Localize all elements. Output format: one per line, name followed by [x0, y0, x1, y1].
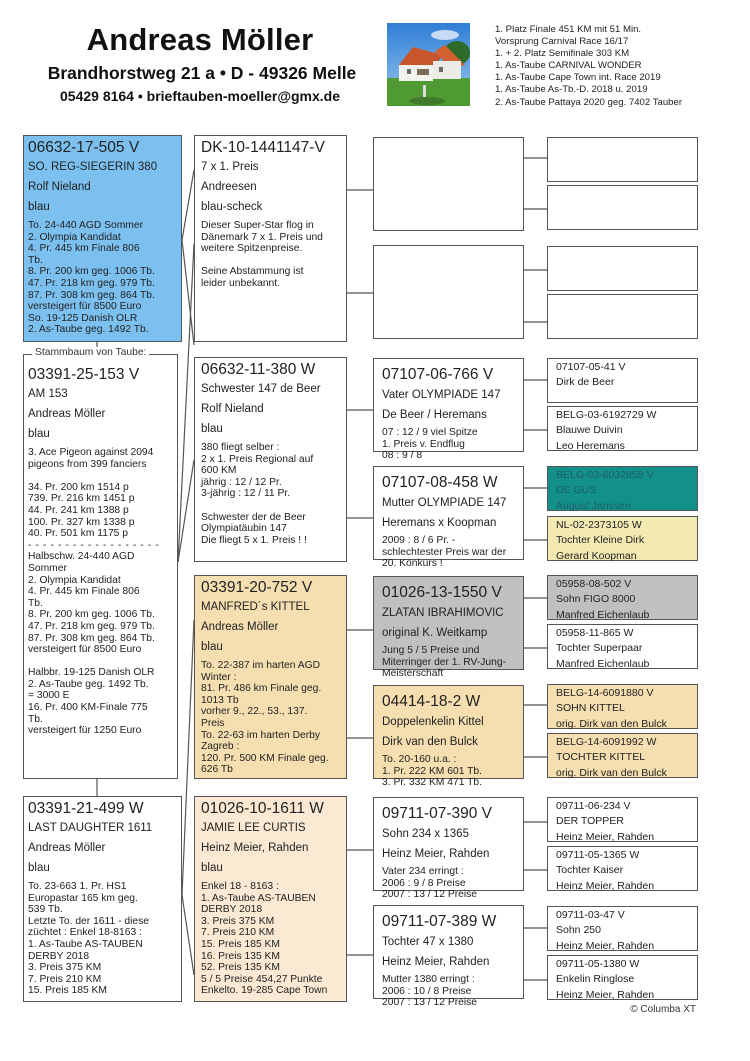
- ring-number: 03391-25-153 V: [28, 366, 140, 383]
- breeder: original K. Weitkamp: [382, 627, 488, 639]
- breeder: Andreas Möller: [28, 408, 106, 420]
- ring-number: BELG-03-6032858 V: [556, 469, 654, 481]
- gen4-card[interactable]: [547, 955, 698, 1000]
- breeder: Heinz Meier, Rahden: [556, 940, 655, 952]
- ring-number: 09711-06-234 V: [556, 800, 631, 812]
- pigeon-name: Sohn FIGO 8000: [556, 593, 636, 605]
- gen4-card[interactable]: [547, 358, 698, 403]
- pigeon-name: Vater OLYMPIADE 147: [382, 389, 501, 401]
- ring-number: 01026-10-1611 W: [201, 800, 324, 817]
- sibling-card-bottom[interactable]: [23, 796, 182, 1002]
- gen3-card-empty[interactable]: [373, 137, 524, 231]
- gen2-card[interactable]: [194, 575, 347, 779]
- performance-notes: Jung 5 / 5 Preise und Miterringer der 1. RV-Jung- Meisterschaft: [382, 645, 506, 680]
- gen3-card-empty[interactable]: [373, 245, 524, 339]
- gen4-card-empty[interactable]: [547, 137, 698, 182]
- pigeon-name: Tochter 47 x 1380: [382, 936, 474, 948]
- gen4-card-empty[interactable]: [547, 246, 698, 291]
- pigeon-name: Dirk de Beer: [556, 376, 615, 388]
- ring-number: BELG-14-6091992 W: [556, 736, 657, 748]
- gen4-card-empty[interactable]: [547, 185, 698, 230]
- pigeon-name: SOHN KITTEL: [556, 702, 625, 714]
- connector-line: [178, 460, 194, 562]
- ring-number: 07107-06-766 V: [382, 366, 494, 383]
- gen2-card[interactable]: [194, 796, 347, 1002]
- ring-number: 05958-08-502 V: [556, 578, 632, 590]
- breeder: Andreas Möller: [28, 842, 106, 854]
- ring-number: 03391-21-499 W: [28, 800, 144, 817]
- feather-color: blau: [28, 862, 50, 874]
- breeder: Gerard Koopman: [556, 550, 637, 562]
- achievement-item: 1. As-Taube Cape Town int. Race 2019: [495, 72, 661, 84]
- gen3-card[interactable]: [373, 685, 524, 789]
- gen3-card[interactable]: [373, 905, 524, 1009]
- performance-notes: Vater 234 erringt : 2006 : 9 / 8 Preise 2007 : 13 / 12 Preise: [382, 866, 478, 901]
- achievement-item: 2. As-Taube Pattaya 2020 geg. 7402 Tauber: [495, 96, 683, 108]
- ring-number: 09711-07-389 W: [382, 913, 497, 930]
- pigeon-name: Mutter OLYMPIADE 147: [382, 497, 507, 509]
- feather-color: blau: [201, 641, 223, 653]
- copyright-notice: © Columba XT: [630, 1004, 696, 1015]
- performance-notes: To. 23-663 1. Pr. HS1 Europastar 165 km geg. 539 Tb. Letzte To. der 1611 - diese züchtet : Enkel 18-8163 : 1. As-Taube AS-TAUBEN DERBY 2018 3. Preis 375 KM 7. Preis 210 KM 15. Preis 185 KM: [28, 881, 149, 997]
- performance-notes: Dieser Super-Star flog in Dänemark 7 x 1. Preis und weitere Spitzenpreise. Seine Abstammung ist leider unbekannt.: [201, 220, 323, 289]
- ring-number: 06632-11-380 W: [201, 361, 316, 378]
- feather-color: blau: [201, 862, 223, 874]
- breeder: Rolf Nieland: [201, 403, 264, 415]
- breeder: Heinz Meier, Rahden: [556, 989, 655, 1001]
- ring-number: BELG-03-6192729 W: [556, 409, 657, 421]
- feather-color: blau: [28, 201, 50, 213]
- gen4-card[interactable]: [547, 733, 698, 778]
- pedigree-label: Stammbaum von Taube:: [32, 347, 149, 358]
- breeder: orig. Dirk van den Bulck: [556, 718, 667, 730]
- connector-line: [182, 170, 194, 240]
- ring-number: 07107-08-458 W: [382, 474, 498, 491]
- performance-notes: To. 22-387 im harten AGD Winter : 81. Pr. 486 km Finale geg. 1013 Tb vorher 9., 22., 53., 137. Preis To. 22-63 im harten Derby Zagreb : 120. Pr. 500 KM Finale geg. 626 Tb: [201, 660, 329, 776]
- ring-number: DK-10-1441147-V: [201, 139, 325, 156]
- performance-notes: To. 24-440 AGD Sommer 2. Olympia Kandidat 4. Pr. 445 km Finale 806 Tb. 8. Pr. 200 km geg. 1006 Tb. 47. Pr. 218 km geg. 979 Tb. 87. Pr. 308 km geg. 864 Tb. versteigert für 8500 Euro So. 19-125 Danish OLR 2. As-Taube geg. 1492 Tb.: [28, 220, 155, 336]
- ring-number: NL-02-2373105 W: [556, 519, 642, 531]
- feather-color: blau: [201, 423, 223, 435]
- ring-number: 09711-03-47 V: [556, 909, 625, 921]
- gen4-card[interactable]: [547, 906, 698, 951]
- gen4-card[interactable]: [547, 624, 698, 669]
- achievement-item: 1. + 2. Platz Semifinale 303 KM: [495, 48, 630, 60]
- ring-number: 09711-07-390 V: [382, 805, 493, 822]
- breeder: Andreesen: [201, 181, 257, 193]
- pigeon-name: Schwester 147 de Beer: [201, 383, 321, 395]
- performance-notes: To. 20-160 u.a. : 1. Pr. 222 KM 601 Tb. 3. Pr. 332 KM 471 Tb.: [382, 754, 482, 789]
- ring-number: 03391-20-752 V: [201, 579, 313, 596]
- breeder-name: Andreas Möller: [86, 22, 314, 57]
- gen3-card[interactable]: [373, 797, 524, 901]
- breeder: orig. Dirk van den Bulck: [556, 767, 667, 779]
- gen4-card[interactable]: [547, 575, 698, 620]
- house-photo-icon: [387, 23, 470, 106]
- pigeon-name: LAST DAUGHTER 1611: [28, 822, 153, 834]
- subject-card[interactable]: [23, 354, 178, 779]
- pigeon-name: DE GUS: [556, 484, 597, 496]
- ring-number: 01026-13-1550 V: [382, 584, 502, 601]
- gen2-card[interactable]: [194, 357, 347, 562]
- breeder: Andreas Möller: [201, 621, 279, 633]
- pigeon-name: Tochter Kaiser: [556, 864, 624, 876]
- breeder: De Beer / Heremans: [382, 409, 487, 421]
- achievement-item: 1. Platz Finale 451 KM mit 51 Min.: [495, 24, 642, 35]
- ring-number: 07107-05-41 V: [556, 361, 626, 373]
- ring-number: BELG-14-6091880 V: [556, 687, 654, 699]
- achievement-item: Vorsprung Carnival Race 16/17: [495, 36, 629, 48]
- pigeon-name: SO. REG-SIEGERIN 380: [28, 161, 158, 173]
- pigeon-name: DER TOPPER: [556, 815, 624, 827]
- gen4-card[interactable]: [547, 466, 698, 511]
- gen2-card[interactable]: [194, 135, 347, 342]
- breeder-contact: 05429 8164 • brieftauben-moeller@gmx.de: [60, 88, 340, 104]
- pigeon-name: Sohn 234 x 1365: [382, 828, 469, 840]
- connector-line: [182, 240, 194, 345]
- gen4-card-empty[interactable]: [547, 294, 698, 339]
- ring-number: 05958-11-865 W: [556, 627, 634, 639]
- pigeon-name: AM 153: [28, 388, 68, 400]
- connector-line: [182, 620, 194, 895]
- performance-notes: Mutter 1380 erringt : 2006 : 10 / 8 Preise 2007 : 13 / 12 Preise: [382, 974, 478, 1009]
- feather-color: blau-scheck: [201, 201, 263, 213]
- pigeon-name: TOCHTER KITTEL: [556, 751, 646, 763]
- performance-notes: 2009 : 8 / 6 Pr. - schlechtester Preis war der 20. Konkurs !: [382, 535, 507, 570]
- gen3-card[interactable]: [373, 466, 524, 570]
- ring-number: 06632-17-505 V: [28, 139, 140, 156]
- achievement-item: 1. As-Taube As-Tb.-D. 2018 u. 2019: [495, 84, 648, 96]
- breeder: Rolf Nieland: [28, 181, 91, 193]
- performance-notes: 3. Ace Pigeon against 2094 pigeons from 399 fanciers 34. Pr. 200 km 1514 p 739. Pr. 216 km 1451 p 44. Pr. 241 km 1388 p 100. Pr. 327 km 1338 p 40. Pr. 501 km 1175 p: [28, 447, 154, 540]
- performance-notes: 07 : 12 / 9 viel Spitze 1. Preis v. Endflug 08 : 9 / 8: [382, 427, 478, 462]
- breeder: Manfred Eichenlaub: [556, 609, 650, 621]
- gen4-card[interactable]: [547, 516, 698, 561]
- breeder: Leo Heremans: [556, 440, 625, 452]
- connector-line: [182, 895, 194, 975]
- sibling-notes: Halbschw. 24-440 AGD Sommer 2. Olympia Kandidat 4. Pr. 445 km Finale 806 Tb. 8. Pr. 200 km geg. 1006 Tb. 47. Pr. 218 km geg. 979 Tb. 87. Pr. 308 km geg. 864 Tb. versteigert für 8500 Euro Halbbr. 19-125 Danish OLR 2. As-Taube geg. 1492 Tb. = 3000 E 16. Pr. 400 KM-Finale 775 Tb. versteigert für 1250 Euro: [28, 551, 155, 737]
- house-photo: [387, 23, 470, 106]
- performance-notes: 380 fliegt selber : 2 x 1. Preis Regional auf 600 KM jährig : 12 / 12 Pr. 3-jährig : 12 / 11 Pr. Schwester der de Beer Olympiatäubin 147 Die fliegt 5 x 1. Preis ! !: [201, 442, 314, 546]
- breeder-address: Brandhorstweg 21 a • D - 49326 Melle: [47, 63, 357, 83]
- pigeon-name: Tochter Kleine Dirk: [556, 534, 645, 546]
- achievements-list: [495, 24, 735, 109]
- breeder: Heinz Meier, Rahden: [201, 842, 309, 854]
- pigeon-name: Tochter Superpaar: [556, 642, 643, 654]
- breeder: Manfred Eichenlaub: [556, 658, 650, 670]
- gen4-card[interactable]: [547, 846, 698, 891]
- pigeon-name: Blauwe Duivin: [556, 424, 623, 436]
- pigeon-name: JAMIE LEE CURTIS: [201, 822, 306, 834]
- pigeon-name: Sohn 250: [556, 924, 601, 936]
- breeder: August Janssen: [556, 500, 631, 512]
- feather-color: blau: [28, 428, 50, 440]
- breeder: Heinz Meier, Rahden: [382, 956, 490, 968]
- gen4-card[interactable]: [547, 684, 698, 729]
- breeder: Heremans x Koopman: [382, 517, 497, 529]
- gen3-card[interactable]: [373, 358, 524, 462]
- performance-notes: Enkel 18 - 8163 : 1. As-Taube AS-TAUBEN DERBY 2018 3. Preis 375 KM 7. Preis 210 KM 15. Preis 185 KM 16. Preis 135 KM 52. Preis 135 KM 5 / 5 Preise 454,27 Punkte Enkelto. 19-285 Cape Town: [201, 881, 328, 997]
- breeder: Heinz Meier, Rahden: [556, 831, 655, 843]
- sibling-card-top[interactable]: [23, 135, 182, 342]
- pigeon-name: 7 x 1. Preis: [201, 161, 259, 173]
- ring-number: 09711-05-1380 W: [556, 958, 640, 970]
- pigeon-name: Doppelenkelin Kittel: [382, 716, 484, 728]
- pigeon-name: ZLATAN IBRAHIMOVIC: [382, 607, 504, 619]
- pigeon-name: MANFRED´s KITTEL: [201, 601, 310, 613]
- achievement-item: 1. As-Taube CARNIVAL WONDER: [495, 60, 642, 72]
- gen4-card[interactable]: [547, 406, 698, 451]
- ring-number: 04414-18-2 W: [382, 693, 481, 710]
- ring-number: 09711-05-1365 W: [556, 849, 640, 861]
- pigeon-name: Enkelin Ringlose: [556, 973, 635, 985]
- breeder: Heinz Meier, Rahden: [556, 880, 655, 892]
- gen4-card[interactable]: [547, 797, 698, 842]
- separator: - - - - - - - - - - - - - - - - - -: [28, 539, 160, 551]
- gen3-card[interactable]: [373, 576, 524, 680]
- breeder: Heinz Meier, Rahden: [382, 848, 490, 860]
- breeder: Dirk van den Bulck: [382, 736, 478, 748]
